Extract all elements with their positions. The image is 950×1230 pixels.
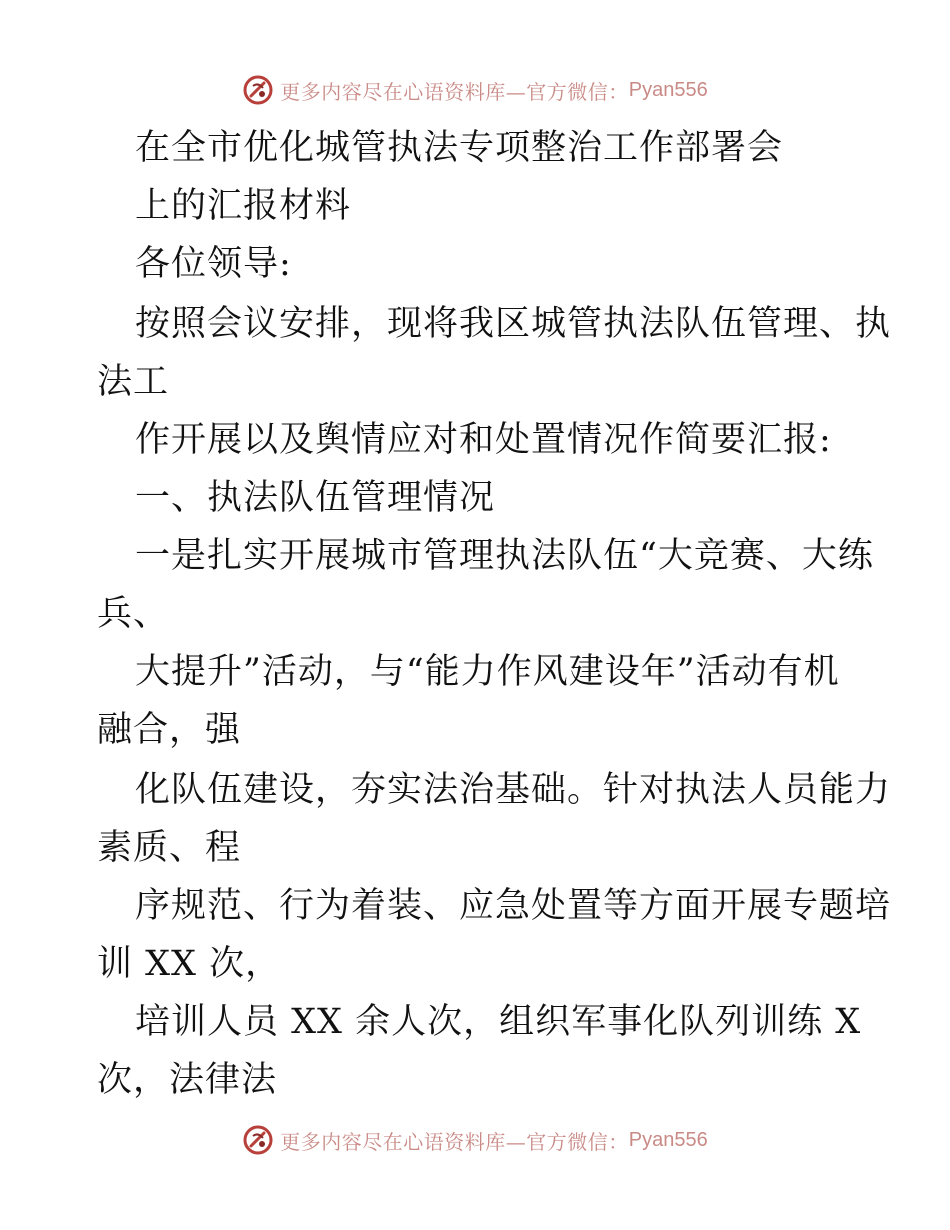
footer-watermark [0,1120,950,1160]
paragraph-line: 化队伍建设，夯实法治基础。针对执法人员能力 [135,770,892,810]
watermark-text: 更多内容尽在心语资料库—官方微信： [280,79,629,104]
watermark-text: 更多内容尽在心语资料库—官方微信： [280,1129,629,1154]
salutation: 各位领导: [135,244,292,284]
document-title-line-1: 在全市优化城管执法专项整治工作部署会 [135,128,784,168]
paragraph-line: 兵、 [97,594,170,634]
paragraph-line: 融合，强 [97,710,242,750]
paragraph-line: 培训人员 XX 余人次，组织军事化队列训练 X [135,1002,862,1042]
watermark-wechat-id: Pyan556 [628,78,708,101]
header-watermark [0,70,950,110]
paragraph-line: 作开展以及舆情应对和处置情况作简要汇报: [135,420,832,460]
paragraph-line: 训 XX 次， [97,944,282,984]
seal-logo-icon [242,74,274,106]
seal-logo-icon [242,1124,274,1156]
paragraph-line: 一是扎实开展城市管理执法队伍“大竞赛、大练 [135,536,874,576]
paragraph-line: 素质、程 [97,828,242,868]
section-heading: 一、执法队伍管理情况 [135,478,496,518]
watermark-wechat-id: Pyan556 [628,1128,708,1151]
paragraph-line: 大提升”活动，与“能力作风建设年”活动有机 [135,652,840,692]
paragraph-line: 法工 [97,362,170,402]
document-title-line-2: 上的汇报材料 [135,186,352,226]
paragraph-line: 次，法律法 [97,1060,278,1100]
paragraph-line: 按照会议安排，现将我区城管执法队伍管理、执 [135,304,892,344]
paragraph-line: 序规范、行为着装、应急处置等方面开展专题培 [135,886,892,926]
